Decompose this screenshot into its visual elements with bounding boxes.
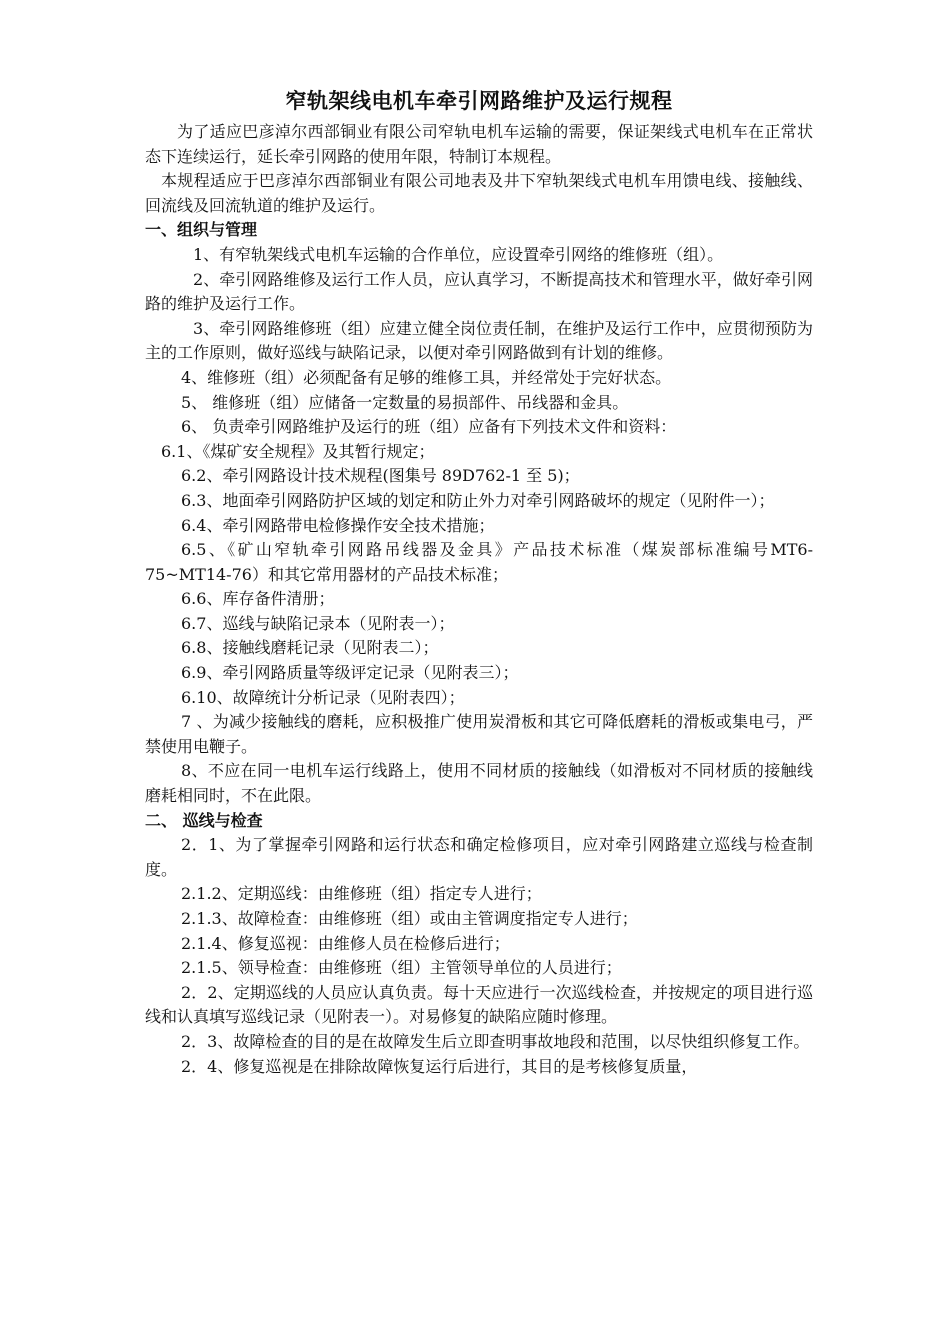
section-1-item-6-3: 6.3、地面牵引网路防护区域的划定和防止外力对牵引网路破坏的规定（见附件一）； <box>181 490 775 510</box>
section-2-item-2-1-2: 2.1.2、定期巡线：由维修班（组）指定专人进行； <box>181 884 542 904</box>
section-1-item-5: 5、 维修班（组）应储备一定数量的易损部件、吊线器和金具。 <box>181 392 629 412</box>
section-1-item-6-10: 6.10、故障统计分析记录（见附表四）； <box>181 687 465 707</box>
section-1-item-6-9: 6.9、牵引网路质量等级评定记录（见附表三）； <box>181 663 519 683</box>
section-1-item-3: 3、牵引网路维修班（组）应建立健全岗位责任制，在维护及运行工作中，应贯彻预防为主的工作原则，做好巡线与缺陷记录，以便对牵引网路做到有计划的维修。 <box>145 318 813 363</box>
section-2-item-2-1-4: 2.1.4、修复巡视：由维修人员在检修后进行； <box>181 933 510 953</box>
section-1-item-6-1: 6.1、《煤矿安全规程》及其暂行规定； <box>161 441 435 461</box>
section-2-item-2-1-3: 2.1.3、故障检查：由维修班（组）或由主管调度指定专人进行； <box>181 909 638 928</box>
section-1-item-7: 7 、为减少接触线的磨耗，应积极推广使用炭滑板和其它可降低磨耗的滑板或集电弓，严禁使用电鞭子。 <box>145 712 813 756</box>
section-1-item-6-8: 6.8、接触线磨耗记录（见附表二）； <box>181 638 439 658</box>
section-1-item-1: 1、有窄轨架线式电机车运输的合作单位，应设置牵引网络的维修班（组）。 <box>193 244 724 264</box>
document-body <box>145 86 813 1079</box>
section-1-item-6-7: 6.7、巡线与缺陷记录本（见附表一）； <box>181 613 455 633</box>
section-1-item-6-5: 6.5、《矿山窄轨牵引网路吊线器及金具》产品技术标准（煤炭部标准编号MT6-75~MT14-76）和其它常用器材的产品技术标准； <box>145 540 813 584</box>
section-1-item-2: 2、牵引网路维修及运行工作人员，应认真学习，不断提高技术和管理水平，做好牵引网路的维护及运行工作。 <box>145 269 813 314</box>
intro-paragraph-2: 本规程适应于巴彦淖尔西部铜业有限公司地表及井下窄轨架线式电机车用馈电线、接触线、回流线及回流轨道的维护及运行。 <box>145 171 813 215</box>
section-2-item-2-2: 2．2、定期巡线的人员应认真负责。每十天应进行一次巡线检查，并按规定的项目进行巡线和认真填写巡线记录（见附表一）。对易修复的缺陷应随时修理。 <box>145 982 813 1027</box>
section-1-item-8: 8、不应在同一电机车运行线路上，使用不同材质的接触线（如滑板对不同材质的接触线磨耗相同时，不在此限。 <box>145 761 813 806</box>
intro-paragraph-1: 为了适应巴彦淖尔西部铜业有限公司窄轨电机车运输的需要，保证架线式电机车在正常状态下连续运行，延长牵引网路的使用年限，特制订本规程。 <box>145 122 813 166</box>
section-1-item-4: 4、维修班（组）必须配备有足够的维修工具，并经常处于完好状态。 <box>181 367 672 387</box>
section-2-item-2-3: 2．3、故障检查的目的是在故障发生后立即查明事故地段和范围，以尽快组织修复工作。 <box>181 1031 810 1051</box>
document-title: 窄轨架线电机车牵引网路维护及运行规程 <box>285 89 673 113</box>
section-1-heading: 一、组织与管理 <box>145 220 258 240</box>
section-1-item-6-6: 6.6、库存备件清册； <box>181 589 335 609</box>
section-2-item-2-1-5: 2.1.5、领导检查：由维修班（组）主管领导单位的人员进行； <box>181 958 622 978</box>
section-2-item-2-1: 2．1、为了掌握牵引网路和运行状态和确定检修项目，应对牵引网路建立巡线与检查制度。 <box>145 835 813 879</box>
section-1-item-6-2: 6.2、牵引网路设计技术规程(图集号 89D762-1 至 5)； <box>181 466 580 486</box>
section-2-heading: 二、 巡线与检查 <box>145 810 263 830</box>
section-1-item-6-4: 6.4、牵引网路带电检修操作安全技术措施； <box>181 515 495 535</box>
section-1-item-6: 6、 负责牵引网路维护及运行的班（组）应备有下列技术文件和资料： <box>181 417 677 437</box>
section-2-item-2-4: 2．4、修复巡视是在排除故障恢复运行后进行，其目的是考核修复质量， <box>181 1056 698 1076</box>
